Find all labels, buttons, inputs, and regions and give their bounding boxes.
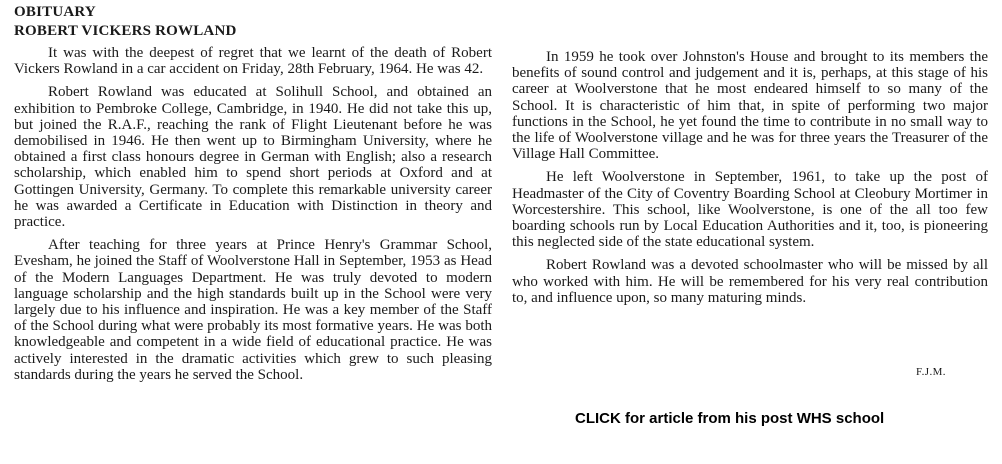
section-heading: OBITUARY <box>14 4 96 20</box>
right-column <box>512 49 988 313</box>
author-signature: F.J.M. <box>916 366 946 378</box>
paragraph: He left Woolverstone in September, 1961, to take up the post of Headmaster of the City of Coventry Boarding School at Cleobury Mortimer in Worcestershire. This school, like Woolverstone, is one of the all too few boarding schools run by Local Education Authorities and it, too, is pioneering this neglected side of the state educational system. <box>512 169 988 251</box>
article-link[interactable]: CLICK for article from his post WHS school <box>575 410 885 427</box>
paragraph: After teaching for three years at Prince Henry's Grammar School, Evesham, he joined the Staff of Woolverstone Hall in September, 1953 as Head of the Modern Languages Department. He was truly devoted to modern language scholarship and the high standards built up in the School were very largely due to his influence and inspiration. He was a key member of the Staff of the School during what were probably its most formative years. He was both knowledgeable and competent in a wide field of educational practice. He was actively interested in the dramatic activities which grew to such pleasing standards during the years he served the School. <box>14 237 492 383</box>
paragraph: It was with the deepest of regret that we learnt of the death of Robert Vickers Rowland in a car accident on Friday, 28th February, 1964. He was 42. <box>14 45 492 78</box>
paragraph: Robert Rowland was a devoted schoolmaster who will be missed by all who worked with him. He will be remembered for his very real contribution to, and influence upon, so many maturing minds. <box>512 257 988 306</box>
paragraph: Robert Rowland was educated at Solihull School, and obtained an exhibition to Pembroke College, Cambridge, in 1940. He did not take this up, but joined the R.A.F., reaching the rank of Flight Lieutenant before he was demobilised in 1946. He then went up to Birmingham University, where he obtained a first class honours degree in German with English; also a research scholarship, which enabled him to spend short periods at Oxford and at Gottingen University, Germany. To complete this remarkable university career he was awarded a Certificate in Education with Distinction in theory and practice. <box>14 84 492 231</box>
obituary-name-heading: ROBERT VICKERS ROWLAND <box>14 23 237 39</box>
left-column <box>14 45 492 390</box>
paragraph: In 1959 he took over Johnston's House and brought to its members the benefits of sound control and judgement and it is, perhaps, at this stage of his career at Woolverstone that he most endeared himself to so many of the School. It is characteristic of him that, in spite of performing two major functions in the School, he yet found the time to contribute in no small way to the life of Woolverstone village and he was for three years the Treasurer of the Village Hall Committee. <box>512 49 988 163</box>
